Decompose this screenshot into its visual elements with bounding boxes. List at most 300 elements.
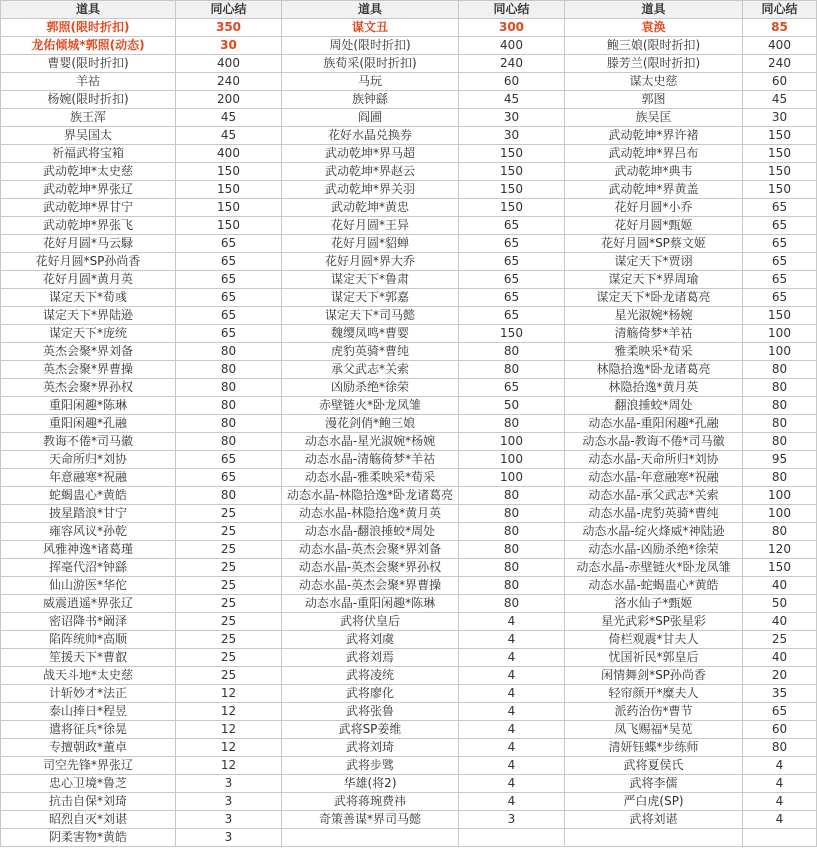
item-name-cell: 谋定天下*界周瑜 xyxy=(565,271,743,289)
item-value-cell: 240 xyxy=(459,55,565,73)
item-value-cell: 45 xyxy=(176,109,282,127)
item-value-cell: 100 xyxy=(459,433,565,451)
item-name-cell: 界吴国太 xyxy=(1,127,176,145)
item-value-cell: 120 xyxy=(743,541,817,559)
item-value-cell: 25 xyxy=(176,631,282,649)
item-name-cell: 林隐拾逸*黄月英 xyxy=(565,379,743,397)
item-value-cell: 4 xyxy=(459,793,565,811)
item-name-cell: 花好月圆*界大乔 xyxy=(282,253,459,271)
item-value-cell: 65 xyxy=(743,271,817,289)
table-row xyxy=(1,793,817,811)
item-name-cell: 洛水仙子*甄姬 xyxy=(565,595,743,613)
table-row xyxy=(1,469,817,487)
item-name-cell: 严白虎(SP) xyxy=(565,793,743,811)
table-row xyxy=(1,757,817,775)
item-value-cell: 80 xyxy=(176,397,282,415)
table-row xyxy=(1,523,817,541)
item-value-cell: 65 xyxy=(743,235,817,253)
item-name-cell: 马玩 xyxy=(282,73,459,91)
header-value-2: 同心结 xyxy=(459,1,565,19)
item-name-cell: 陷阵统帅*高顺 xyxy=(1,631,176,649)
item-value-cell: 150 xyxy=(743,127,817,145)
item-value-cell: 80 xyxy=(176,415,282,433)
item-value-cell: 4 xyxy=(459,703,565,721)
table-row xyxy=(1,235,817,253)
item-value-cell: 25 xyxy=(176,541,282,559)
item-value-cell: 240 xyxy=(743,55,817,73)
item-name-cell: 风雅神逸*诸葛瑾 xyxy=(1,541,176,559)
item-value-cell: 30 xyxy=(743,109,817,127)
item-value-cell: 150 xyxy=(743,181,817,199)
item-name-cell: 武将刘虞 xyxy=(282,631,459,649)
item-value-cell: 65 xyxy=(743,217,817,235)
item-value-cell: 65 xyxy=(459,289,565,307)
item-name-cell: 谋定天下*界陆逊 xyxy=(1,307,176,325)
item-name-cell: 英杰会聚*界孙权 xyxy=(1,379,176,397)
item-name-cell: 祈福武将宝箱 xyxy=(1,145,176,163)
header-item-1: 道具 xyxy=(1,1,176,19)
item-value-cell: 400 xyxy=(743,37,817,55)
item-name-cell: 威震逍遥*界张辽 xyxy=(1,595,176,613)
table-row xyxy=(1,595,817,613)
item-value-cell: 65 xyxy=(176,253,282,271)
item-value-cell: 80 xyxy=(176,343,282,361)
item-value-cell: 3 xyxy=(176,775,282,793)
item-value-cell: 100 xyxy=(459,469,565,487)
item-name-cell: 动态水晶-翻浪捶蛟*周处 xyxy=(282,523,459,541)
item-value-cell: 80 xyxy=(459,343,565,361)
item-value-cell: 4 xyxy=(459,757,565,775)
item-value-cell: 3 xyxy=(459,811,565,829)
item-name-cell: 动态水晶-教诲不倦*司马徽 xyxy=(565,433,743,451)
item-name-cell: 蛇蝎蛊心*黄皓 xyxy=(1,487,176,505)
item-value-cell: 3 xyxy=(176,811,282,829)
table-row xyxy=(1,541,817,559)
item-name-cell: 泰山捧日*程昱 xyxy=(1,703,176,721)
item-value-cell: 80 xyxy=(176,379,282,397)
item-name-cell: 动态水晶-天命所归*刘协 xyxy=(565,451,743,469)
item-value-cell: 100 xyxy=(743,325,817,343)
item-value-cell: 400 xyxy=(459,37,565,55)
item-name-cell: 花好月圆*小乔 xyxy=(565,199,743,217)
item-value-cell: 60 xyxy=(743,73,817,91)
item-name-cell: 谋文丑 xyxy=(282,19,459,37)
item-name-cell: 动态水晶-英杰会聚*界孙权 xyxy=(282,559,459,577)
item-value-cell: 45 xyxy=(176,127,282,145)
table-row xyxy=(1,73,817,91)
item-name-cell: 花好月圆*貂蝉 xyxy=(282,235,459,253)
item-value-cell: 65 xyxy=(176,307,282,325)
item-value-cell: 150 xyxy=(176,163,282,181)
item-name-cell: 武将刘琦 xyxy=(282,739,459,757)
item-name-cell: 武动乾坤*黄忠 xyxy=(282,199,459,217)
table-row xyxy=(1,685,817,703)
item-value-cell: 400 xyxy=(176,145,282,163)
item-value-cell: 4 xyxy=(743,757,817,775)
item-name-cell: 武动乾坤*界甘宁 xyxy=(1,199,176,217)
item-value-cell: 65 xyxy=(743,199,817,217)
item-value-cell: 350 xyxy=(176,19,282,37)
item-value-cell: 25 xyxy=(176,667,282,685)
item-name-cell: 动态水晶-星光淑婉*杨婉 xyxy=(282,433,459,451)
item-value-cell: 35 xyxy=(743,685,817,703)
table-row xyxy=(1,721,817,739)
table-row xyxy=(1,631,817,649)
item-name-cell xyxy=(282,829,459,847)
table-row xyxy=(1,829,817,847)
item-name-cell: 谋定天下*贾诩 xyxy=(565,253,743,271)
item-value-cell: 4 xyxy=(743,811,817,829)
item-name-cell: 虎豹英骑*曹纯 xyxy=(282,343,459,361)
item-name-cell: 魏缨凤鸣*曹婴 xyxy=(282,325,459,343)
table-row xyxy=(1,91,817,109)
item-value-cell: 80 xyxy=(743,523,817,541)
item-name-cell: 动态水晶-年意融寒*祝融 xyxy=(565,469,743,487)
item-value-cell: 400 xyxy=(176,55,282,73)
item-value-cell: 80 xyxy=(459,487,565,505)
item-name-cell: 花好月圆*SP蔡文姬 xyxy=(565,235,743,253)
item-value-cell: 100 xyxy=(743,505,817,523)
table-row xyxy=(1,577,817,595)
item-name-cell: 教诲不倦*司马徽 xyxy=(1,433,176,451)
item-name-cell: 凶励杀绝*徐荣 xyxy=(282,379,459,397)
item-name-cell: 派药治伤*曹节 xyxy=(565,703,743,721)
item-value-cell: 25 xyxy=(176,595,282,613)
item-value-cell: 80 xyxy=(459,595,565,613)
table-row xyxy=(1,145,817,163)
item-value-cell: 4 xyxy=(459,775,565,793)
item-name-cell: 鲍三娘(限时折扣) xyxy=(565,37,743,55)
item-value-cell: 25 xyxy=(176,577,282,595)
item-name-cell: 谋定天下*鲁肃 xyxy=(282,271,459,289)
item-name-cell: 动态水晶-重阳闲趣*孔融 xyxy=(565,415,743,433)
item-value-cell: 65 xyxy=(459,379,565,397)
header-value-1: 同心结 xyxy=(176,1,282,19)
item-value-cell: 4 xyxy=(459,631,565,649)
item-value-cell: 80 xyxy=(176,433,282,451)
table-row xyxy=(1,55,817,73)
table-row xyxy=(1,397,817,415)
item-name-cell: 动态水晶-林隐拾逸*卧龙诸葛亮 xyxy=(282,487,459,505)
item-name-cell: 动态水晶-绽火烽威*神陆逊 xyxy=(565,523,743,541)
item-name-cell: 花好月圆*SP孙尚香 xyxy=(1,253,176,271)
item-value-cell: 150 xyxy=(743,559,817,577)
item-value-cell: 30 xyxy=(176,37,282,55)
header-value-3: 同心结 xyxy=(743,1,817,19)
item-name-cell: 武动乾坤*界张飞 xyxy=(1,217,176,235)
table-row xyxy=(1,811,817,829)
item-value-cell: 150 xyxy=(459,145,565,163)
item-name-cell: 武将蒋琬费祎 xyxy=(282,793,459,811)
item-name-cell: 武动乾坤*典韦 xyxy=(565,163,743,181)
item-value-cell: 150 xyxy=(743,307,817,325)
item-name-cell: 武将夏侯氏 xyxy=(565,757,743,775)
item-name-cell: 花好水晶兑换券 xyxy=(282,127,459,145)
item-value-cell: 100 xyxy=(743,487,817,505)
item-value-cell: 65 xyxy=(459,235,565,253)
item-name-cell: 清妍钰蝶*步练师 xyxy=(565,739,743,757)
item-value-cell: 80 xyxy=(459,559,565,577)
item-name-cell: 计斩妙才*法正 xyxy=(1,685,176,703)
item-name-cell: 重阳闲趣*孔融 xyxy=(1,415,176,433)
table-row xyxy=(1,487,817,505)
item-value-cell: 20 xyxy=(743,667,817,685)
table-row xyxy=(1,199,817,217)
item-value-cell: 80 xyxy=(743,739,817,757)
item-name-cell: 袁涣 xyxy=(565,19,743,37)
item-name-cell: 羊祜 xyxy=(1,73,176,91)
table-row xyxy=(1,667,817,685)
item-value-cell: 65 xyxy=(459,217,565,235)
item-value-cell: 80 xyxy=(459,361,565,379)
item-name-cell: 英杰会聚*界曹操 xyxy=(1,361,176,379)
table-row xyxy=(1,163,817,181)
item-name-cell: 武动乾坤*界关羽 xyxy=(282,181,459,199)
table-row xyxy=(1,271,817,289)
item-name-cell: 武将刘谌 xyxy=(565,811,743,829)
item-name-cell: 清觞倚梦*羊祜 xyxy=(565,325,743,343)
item-name-cell: 密诏降书*阚泽 xyxy=(1,613,176,631)
item-name-cell: 动态水晶-承父武志*关索 xyxy=(565,487,743,505)
item-name-cell: 星光淑婉*杨婉 xyxy=(565,307,743,325)
item-value-cell: 80 xyxy=(743,469,817,487)
item-value-cell: 150 xyxy=(459,163,565,181)
item-value-cell: 200 xyxy=(176,91,282,109)
item-value-cell: 100 xyxy=(459,451,565,469)
item-name-cell: 翻浪捶蛟*周处 xyxy=(565,397,743,415)
table-row xyxy=(1,37,817,55)
item-value-cell: 12 xyxy=(176,739,282,757)
item-value-cell: 4 xyxy=(743,793,817,811)
table-row xyxy=(1,739,817,757)
item-name-cell: 花好月圆*王异 xyxy=(282,217,459,235)
item-name-cell: 花好月圆*黄月英 xyxy=(1,271,176,289)
item-value-cell: 65 xyxy=(176,451,282,469)
item-name-cell: 武将张鲁 xyxy=(282,703,459,721)
item-value-cell: 4 xyxy=(459,613,565,631)
item-value-cell: 25 xyxy=(176,559,282,577)
item-value-cell: 65 xyxy=(459,271,565,289)
item-name-cell: 武将刘焉 xyxy=(282,649,459,667)
item-value-cell: 4 xyxy=(459,739,565,757)
item-value-cell: 150 xyxy=(176,217,282,235)
item-name-cell: 武动乾坤*太史慈 xyxy=(1,163,176,181)
item-value-cell: 80 xyxy=(743,433,817,451)
item-name-cell: 武动乾坤*界马超 xyxy=(282,145,459,163)
item-name-cell: 忠心卫境*鲁芝 xyxy=(1,775,176,793)
item-value-cell: 80 xyxy=(743,379,817,397)
table-row xyxy=(1,415,817,433)
item-value-cell: 65 xyxy=(176,271,282,289)
item-name-cell: 漫花剑俏*鲍三娘 xyxy=(282,415,459,433)
item-name-cell: 族王浑 xyxy=(1,109,176,127)
item-name-cell: 谋定天下*庞统 xyxy=(1,325,176,343)
item-value-cell: 80 xyxy=(743,361,817,379)
table-row xyxy=(1,703,817,721)
item-name-cell: 曹婴(限时折扣) xyxy=(1,55,176,73)
item-name-cell: 杨婉(限时折扣) xyxy=(1,91,176,109)
item-name-cell: 动态水晶-重阳闲趣*陈琳 xyxy=(282,595,459,613)
item-name-cell: 谋定天下*司马懿 xyxy=(282,307,459,325)
header-item-3: 道具 xyxy=(565,1,743,19)
table-row xyxy=(1,127,817,145)
item-name-cell: 赤壁链火*卧龙凤雏 xyxy=(282,397,459,415)
item-name-cell: 动态水晶-凶励杀绝*徐荣 xyxy=(565,541,743,559)
item-name-cell: 动态水晶-清觞倚梦*羊祜 xyxy=(282,451,459,469)
item-name-cell: 滕芳兰(限时折扣) xyxy=(565,55,743,73)
item-name-cell: 倚栏观震*甘夫人 xyxy=(565,631,743,649)
item-value-cell: 12 xyxy=(176,721,282,739)
item-value-cell: 150 xyxy=(176,181,282,199)
item-name-cell: 武将伏皇后 xyxy=(282,613,459,631)
item-name-cell: 郭图 xyxy=(565,91,743,109)
item-value-cell: 85 xyxy=(743,19,817,37)
item-name-cell: 武动乾坤*界吕布 xyxy=(565,145,743,163)
item-value-cell: 4 xyxy=(743,775,817,793)
item-name-cell: 笙援天下*曹叡 xyxy=(1,649,176,667)
item-name-cell: 动态水晶-雅柔映采*荀采 xyxy=(282,469,459,487)
item-value-cell: 65 xyxy=(176,325,282,343)
item-value-cell: 95 xyxy=(743,451,817,469)
item-name-cell: 司空先锋*界张辽 xyxy=(1,757,176,775)
item-name-cell: 族钟繇 xyxy=(282,91,459,109)
item-value-cell: 150 xyxy=(459,199,565,217)
item-name-cell: 忧国祈民*郭皇后 xyxy=(565,649,743,667)
item-name-cell: 专擅朝政*董卓 xyxy=(1,739,176,757)
item-value-cell: 12 xyxy=(176,703,282,721)
item-value-cell: 65 xyxy=(176,469,282,487)
item-name-cell: 闲情舞剑*SP孙尚香 xyxy=(565,667,743,685)
item-value-cell: 240 xyxy=(176,73,282,91)
table-row xyxy=(1,379,817,397)
item-value-cell: 4 xyxy=(459,685,565,703)
item-value-cell: 65 xyxy=(743,703,817,721)
item-value-cell: 150 xyxy=(743,145,817,163)
item-name-cell: 武将李儒 xyxy=(565,775,743,793)
item-value-cell: 45 xyxy=(459,91,565,109)
item-value-cell: 40 xyxy=(743,577,817,595)
item-value-cell: 25 xyxy=(176,523,282,541)
item-value-cell: 65 xyxy=(176,235,282,253)
item-name-cell: 遣将征兵*徐晃 xyxy=(1,721,176,739)
item-name-cell: 族荀采(限时折扣) xyxy=(282,55,459,73)
item-value-cell: 65 xyxy=(176,289,282,307)
item-value-cell: 25 xyxy=(176,505,282,523)
item-name-cell: 雅柔映采*荀采 xyxy=(565,343,743,361)
item-value-cell: 65 xyxy=(743,289,817,307)
item-name-cell: 族吴匡 xyxy=(565,109,743,127)
item-name-cell: 华雄(将2) xyxy=(282,775,459,793)
item-value-cell xyxy=(459,829,565,847)
item-name-cell: 武动乾坤*界张辽 xyxy=(1,181,176,199)
item-value-cell: 80 xyxy=(459,415,565,433)
item-value-cell: 150 xyxy=(459,325,565,343)
item-name-cell: 轻帘颜开*糜夫人 xyxy=(565,685,743,703)
item-value-cell: 65 xyxy=(459,307,565,325)
item-value-cell: 300 xyxy=(459,19,565,37)
item-value-cell: 3 xyxy=(176,793,282,811)
table-body xyxy=(1,19,817,847)
item-name-cell: 谋定天下*卧龙诸葛亮 xyxy=(565,289,743,307)
table-row xyxy=(1,325,817,343)
item-name-cell: 天命所归*刘协 xyxy=(1,451,176,469)
table-row xyxy=(1,775,817,793)
item-name-cell: 花好月圆*马云騄 xyxy=(1,235,176,253)
item-name-cell: 武将廖化 xyxy=(282,685,459,703)
item-value-cell: 80 xyxy=(459,577,565,595)
item-name-cell: 林隐拾逸*卧龙诸葛亮 xyxy=(565,361,743,379)
table-row xyxy=(1,181,817,199)
item-name-cell: 谋太史慈 xyxy=(565,73,743,91)
item-name-cell: 仙山游医*华佗 xyxy=(1,577,176,595)
item-value-cell: 40 xyxy=(743,649,817,667)
item-value-cell: 25 xyxy=(176,649,282,667)
item-name-cell: 承父武志*关索 xyxy=(282,361,459,379)
item-value-cell: 4 xyxy=(459,649,565,667)
item-value-cell: 65 xyxy=(459,253,565,271)
item-name-cell: 武动乾坤*界黄盖 xyxy=(565,181,743,199)
item-name-cell: 奇策善谋*界司马懿 xyxy=(282,811,459,829)
table-row xyxy=(1,19,817,37)
item-value-cell: 12 xyxy=(176,757,282,775)
table-row xyxy=(1,307,817,325)
item-name-cell: 武将SP姜维 xyxy=(282,721,459,739)
item-name-cell: 动态水晶-林隐拾逸*黄月英 xyxy=(282,505,459,523)
item-name-cell: 龙佑倾城*郭照(动态) xyxy=(1,37,176,55)
table-row xyxy=(1,433,817,451)
item-name-cell: 雍容风议*孙乾 xyxy=(1,523,176,541)
item-value-cell: 30 xyxy=(459,109,565,127)
item-name-cell: 阎圃 xyxy=(282,109,459,127)
item-name-cell: 谋定天下*郭嘉 xyxy=(282,289,459,307)
item-name-cell: 凤飞赐福*吴苋 xyxy=(565,721,743,739)
header-item-2: 道具 xyxy=(282,1,459,19)
item-value-cell: 25 xyxy=(176,613,282,631)
table-row xyxy=(1,361,817,379)
item-name-cell xyxy=(565,829,743,847)
item-value-cell: 50 xyxy=(459,397,565,415)
table-row xyxy=(1,451,817,469)
item-value-cell: 12 xyxy=(176,685,282,703)
item-name-cell: 动态水晶-英杰会聚*界刘备 xyxy=(282,541,459,559)
item-name-cell: 郭照(限时折扣) xyxy=(1,19,176,37)
item-name-cell: 谋定天下*荀彧 xyxy=(1,289,176,307)
item-value-cell: 80 xyxy=(176,487,282,505)
item-value-cell: 3 xyxy=(176,829,282,847)
table-row xyxy=(1,289,817,307)
item-name-cell: 英杰会聚*界刘备 xyxy=(1,343,176,361)
item-value-cell: 100 xyxy=(743,343,817,361)
table-row xyxy=(1,217,817,235)
table-row xyxy=(1,559,817,577)
item-value-cell: 80 xyxy=(743,415,817,433)
item-value-cell: 4 xyxy=(459,667,565,685)
table-row xyxy=(1,253,817,271)
item-value-cell: 80 xyxy=(176,361,282,379)
header-row xyxy=(1,1,817,19)
item-name-cell: 武动乾坤*界许褚 xyxy=(565,127,743,145)
item-name-cell: 战天斗地*太史慈 xyxy=(1,667,176,685)
table-row xyxy=(1,109,817,127)
item-name-cell: 挥毫代沼*钟繇 xyxy=(1,559,176,577)
item-name-cell: 周处(限时折扣) xyxy=(282,37,459,55)
item-value-cell: 150 xyxy=(459,181,565,199)
item-name-cell: 动态水晶-蛇蝎蛊心*黄皓 xyxy=(565,577,743,595)
item-value-cell xyxy=(743,829,817,847)
table-row xyxy=(1,613,817,631)
item-value-cell: 50 xyxy=(743,595,817,613)
item-name-cell: 武动乾坤*界赵云 xyxy=(282,163,459,181)
